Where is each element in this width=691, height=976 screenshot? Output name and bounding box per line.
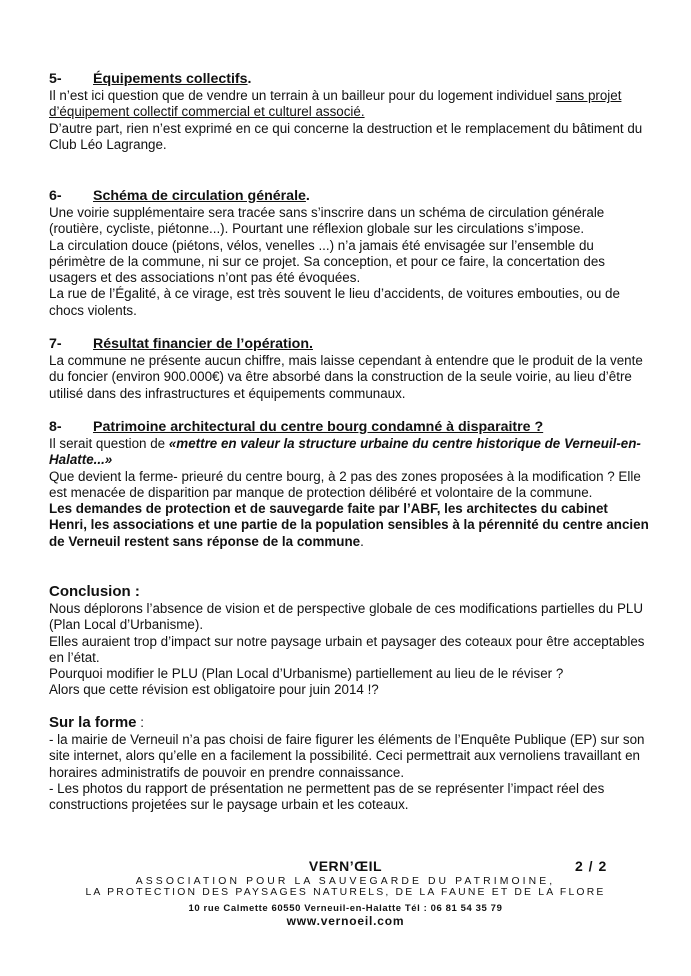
section-number: 5- xyxy=(49,71,62,87)
section-8 xyxy=(49,418,649,550)
section-8-heading xyxy=(49,418,649,436)
quote-text: «mettre en valeur la structure urbaine du centre historique de Verneuil-en-Halatte...» xyxy=(49,436,641,468)
title-dot: . xyxy=(305,188,310,204)
page-number: 2 / 2 xyxy=(575,858,608,874)
paragraph: La rue de l’Égalité, à ce virage, est très souvent le lieu d’accidents, de voitures embouties, ou de chocs violents. xyxy=(49,286,620,318)
forme-title: Sur la forme xyxy=(49,714,137,731)
section-title: Équipements collectifs xyxy=(93,71,248,87)
section-5-heading xyxy=(49,70,649,88)
section-title: Patrimoine architectural du centre bourg condamné à disparaitre ? xyxy=(93,419,544,435)
bold-text: Les demandes de protection et de sauvegarde faite par l’ABF, les architectes du cabinet Henri, les associations et une partie de la population sensibles à la pérennité du centre ancien de Verneuil restent sans réponse de la commune xyxy=(49,501,649,549)
section-title: Schéma de circulation générale xyxy=(93,188,306,204)
text: Il serait question de xyxy=(49,436,169,451)
section-5 xyxy=(49,70,649,153)
conclusion-heading: Conclusion : xyxy=(49,583,140,600)
paragraph: Que devient la ferme- prieuré du centre bourg, à 2 pas des zones proposées à la modification ? Elle est menacée de disparition par manque de protection délibéré et volontaire de la commune. xyxy=(49,468,641,500)
section-6-heading xyxy=(49,187,649,205)
paragraph: Nous déplorons l’absence de vision et de perspective globale de ces modifications partielles du PLU (Plan Local d’Urbanisme). xyxy=(49,601,644,633)
paragraph: - la mairie de Verneuil n’a pas choisi de faire figurer les éléments de l’Enquête Publique (EP) sur son site internet, alors qu’elle en a facilement la possibilité. Ceci permettrait aux vernoliens travaillant en horaires administratifs de pouvoir en prendre connaissance. xyxy=(49,732,645,780)
footer-tagline-2: LA PROTECTION DES PAYSAGES NATURELS, DE LA FAUNE ET DE LA FLORE xyxy=(85,887,606,898)
forme-heading xyxy=(49,713,649,732)
section-7 xyxy=(49,335,649,402)
paragraph xyxy=(49,436,649,469)
footer-website-link[interactable]: www.vernoeil.com xyxy=(286,914,405,928)
paragraph: Pourquoi modifier le PLU (Plan Local d’Urbanisme) partiellement au lieu de le réviser ? xyxy=(49,666,564,682)
footer-association-name: VERN’ŒIL xyxy=(308,858,383,874)
footer-address: 10 rue Calmette 60550 Verneuil-en-Halatte Tél : 06 81 54 35 79 xyxy=(188,903,503,914)
section-number: 8- xyxy=(49,419,62,435)
paragraph: Une voirie supplémentaire sera tracée sans s’inscrire dans un schéma de circulation générale (routière, cycliste, piétonne...). Pourtant une réflexion globale sur les circulations s’impose. xyxy=(49,205,605,237)
footer-tagline-1: ASSOCIATION POUR LA SAUVEGARDE DU PATRIMOINE, xyxy=(135,876,556,887)
forme-colon: : xyxy=(136,715,144,730)
paragraph: D’autre part, rien n’est exprimé en ce qui concerne la destruction et le remplacement du bâtiment du Club Léo Lagrange. xyxy=(49,120,643,152)
conclusion-section xyxy=(49,582,649,699)
paragraph xyxy=(49,88,649,121)
paragraph: La circulation douce (piétons, vélos, venelles ...) n’a jamais été envisagée sur l’ensemble du périmètre de la commune, ni sur ce projet. Sa conception, et pour ce faire, la concertation des usagers et des associations n’ont pas été évoquées. xyxy=(49,237,606,286)
section-7-heading xyxy=(49,335,649,353)
forme-section xyxy=(49,713,649,813)
text: Il n’est ici question que de vendre un terrain à un bailleur pour du logement individuel xyxy=(49,88,556,103)
title-dot: . xyxy=(247,71,252,87)
underlined-text: sans projet d’équipement collectif commercial et culturel associé. xyxy=(49,88,622,120)
paragraph: Alors que cette révision est obligatoire pour juin 2014 !? xyxy=(49,682,379,698)
paragraph: - Les photos du rapport de présentation ne permettent pas de se représenter l’impact réel des constructions projetées sur le paysage urbain et les coteaux. xyxy=(49,780,605,813)
text: . xyxy=(360,533,364,549)
section-6 xyxy=(49,187,649,319)
paragraph: Elles auraient trop d’impact sur notre paysage urbain et paysager des coteaux pour être acceptables en l’état. xyxy=(49,633,645,665)
section-number: 6- xyxy=(49,188,62,204)
paragraph: La commune ne présente aucun chiffre, mais laisse cependant à entendre que le produit de la vente du foncier (environ 900.000€) va être absorbé dans la construction de la seule voirie, au lieu d’être utilisé dans des infrastructures et équipements communaux. xyxy=(49,353,643,401)
paragraph xyxy=(49,501,649,550)
section-title: Résultat financier de l’opération. xyxy=(93,336,313,352)
section-number: 7- xyxy=(49,336,62,352)
